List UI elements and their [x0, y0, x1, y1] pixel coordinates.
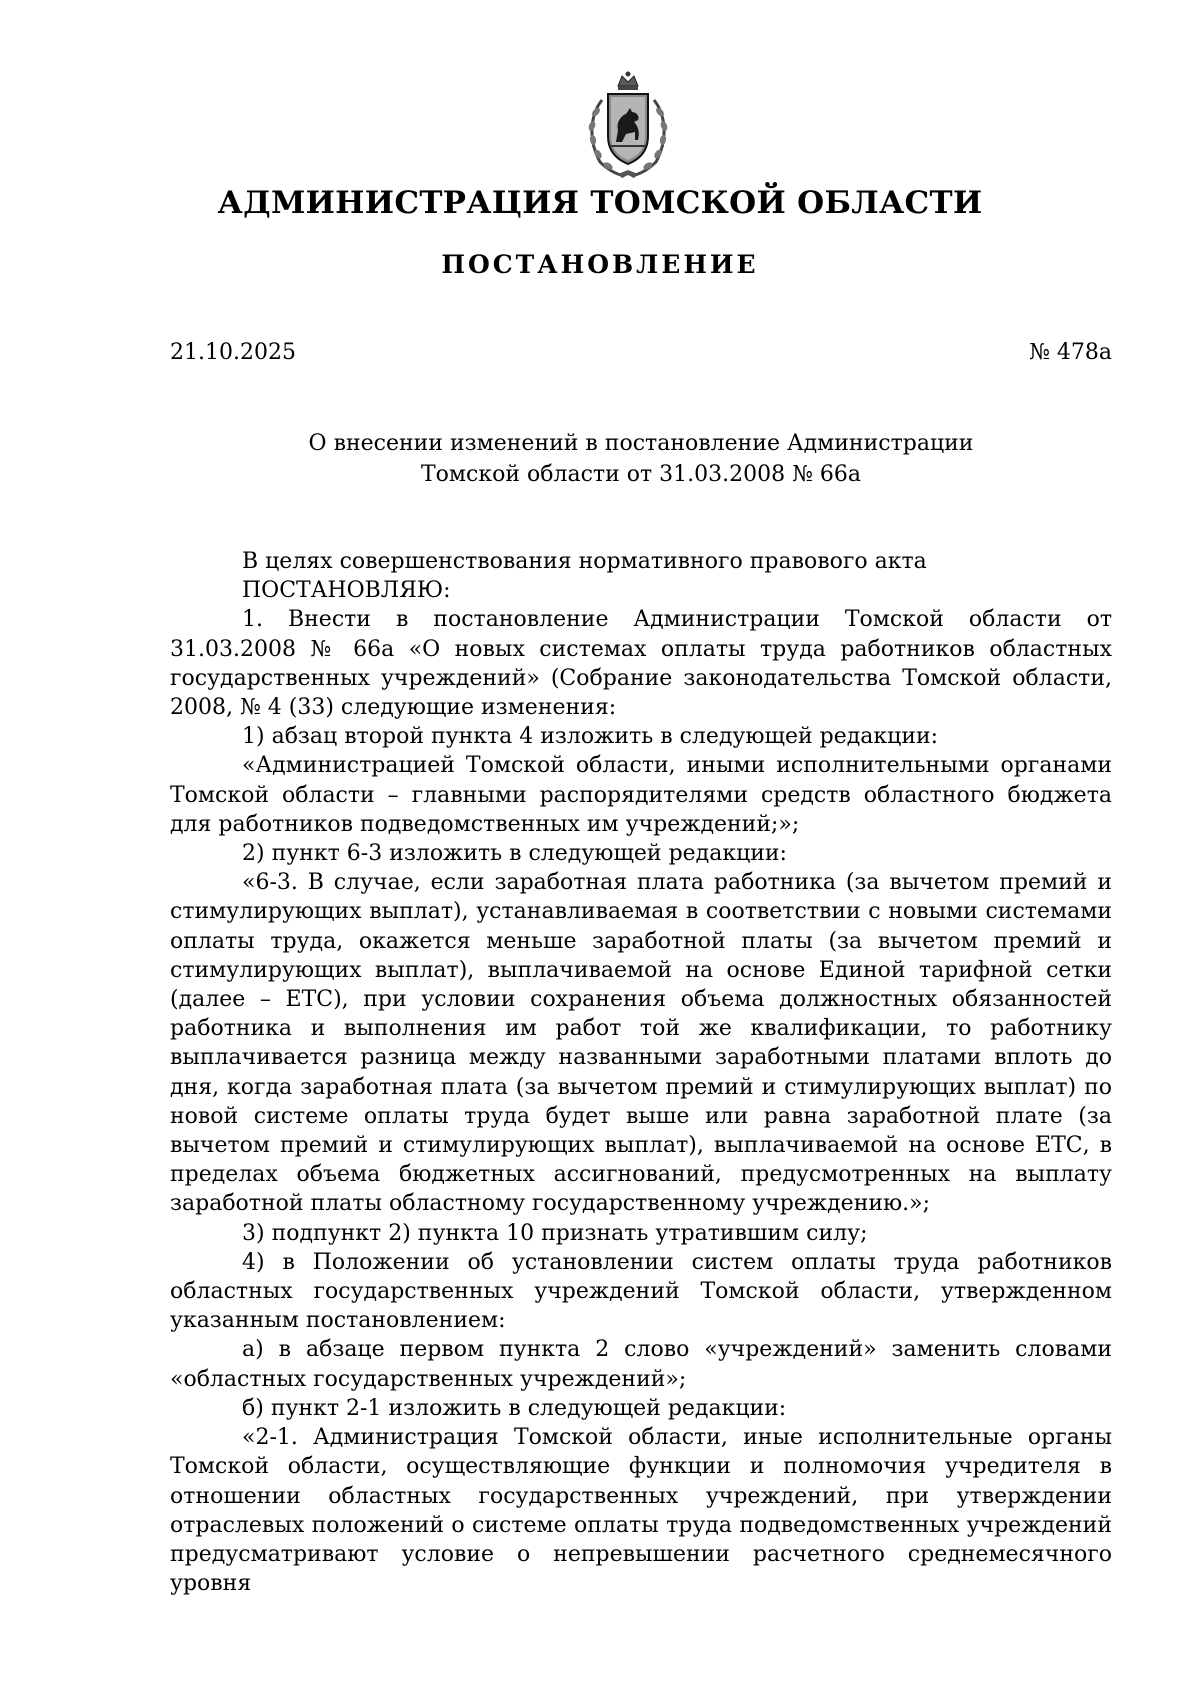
paragraph-subitem-4b: б) пункт 2-1 изложить в следующей редакции:	[242, 1395, 787, 1421]
document-date: 21.10.2025	[170, 340, 296, 365]
paragraph-resolve: ПОСТАНОВЛЯЮ:	[242, 578, 451, 604]
paragraph-quote-3: «2-1. Администрация Томской области, иные исполнительные органы Томской области, осуществляющие функции и полномочия учредителя в отношении областных государственных учреждений, при утверждении отраслевых положений о системе оплаты труда подведомственных учреждений предусматривают условие о непревышении расчетного среднемесячного уровня	[170, 1425, 1112, 1597]
paragraph-subitem-1: 1) абзац второй пункта 4 изложить в следующей редакции:	[242, 724, 939, 750]
paragraph-preamble: В целях совершенствования нормативного правового акта	[242, 549, 927, 574]
paragraph-quote-1: «Администрацией Томской области, иными исполнительными органами Томской области – главными распорядителями средств областного бюджета для работников подведомственных им учреждений;»;	[170, 753, 1112, 837]
document-number: № 478а	[1029, 340, 1112, 365]
paragraph-subitem-4: 4) в Положении об установлении систем оплаты труда работников областных государственных учреждений Томской области, утвержденном указанным постановлением:	[170, 1249, 1112, 1334]
document-body	[170, 547, 1112, 1598]
paragraph-subitem-4a: а) в абзаце первом пункта 2 слово «учреждений» заменить словами «областных государственных учреждений»;	[170, 1337, 1112, 1392]
paragraph-quote-2: «6-3. В случае, если заработная плата работника (за вычетом премий и стимулирующих выплат), устанавливаемая в соответствии с новыми системами оплаты труда, окажется меньше заработной платы (за вычетом премий и стимулирующих выплат), выплачиваемой на основе Единой тарифной сетки (далее – ЕТС), при условии сохранения объема должностных обязанностей работника и выполнения им работ той же квалификации, то работнику выплачивается разница между названными заработными платами вплоть до дня, когда заработная плата (за вычетом премий и стимулирующих выплат) по новой системе оплаты труда будет выше или равна заработной плате (за вычетом премий и стимулирующих выплат), выплачиваемой на основе ЕТС, в пределах объема бюджетных ассигнований, предусмотренных на выплату заработной платы областному государственному учреждению.»;	[170, 870, 1112, 1217]
subject-line-1: О внесении изменений в постановление Администрации	[308, 431, 974, 456]
paragraph-subitem-3: 3) подпункт 2) пункта 10 признать утратившим силу;	[242, 1220, 868, 1246]
organization-title: АДМИНИСТРАЦИЯ ТОМСКОЙ ОБЛАСТИ	[217, 185, 983, 221]
document-subject	[170, 428, 1112, 490]
coat-of-arms-icon	[580, 70, 676, 182]
paragraph-subitem-2: 2) пункт 6-3 изложить в следующей редакции:	[242, 841, 787, 867]
subject-line-2: Томской области от 31.03.2008 № 66а	[420, 462, 862, 487]
document-type: ПОСТАНОВЛЕНИЕ	[441, 250, 759, 279]
paragraph-item-1: 1. Внести в постановление Администрации Томской области от 31.03.2008 № 66а «О новых системах оплаты труда работников областных государственных учреждений» (Собрание законодательства Томской области, 2008, № 4 (33) следующие изменения:	[170, 607, 1112, 721]
